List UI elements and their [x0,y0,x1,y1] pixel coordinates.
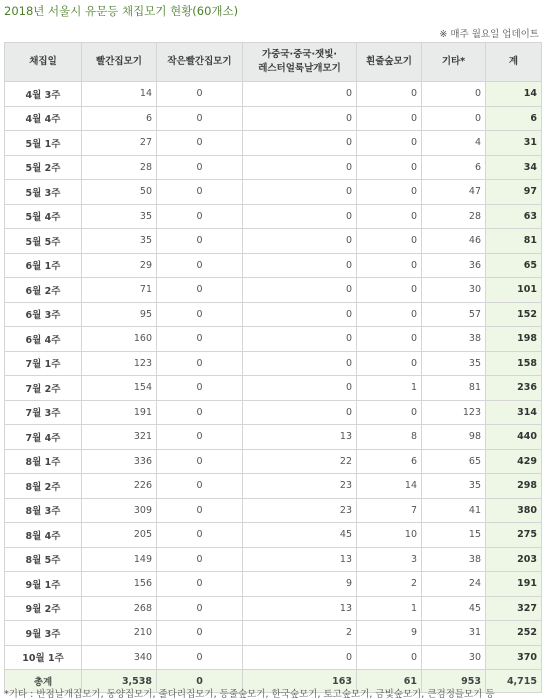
cell-total: 429 [486,449,542,474]
cell-total: 6 [486,106,542,131]
cell-culex-tritaeniorhynchus: 0 [157,621,243,646]
cell-anopheles: 0 [243,376,357,401]
totals-label: 총계 [5,670,82,693]
cell-date: 6월 4주 [5,327,82,352]
total-aedes-albopictus: 61 [357,670,422,693]
cell-total: 314 [486,400,542,425]
cell-date: 7월 1주 [5,351,82,376]
cell-culex-tritaeniorhynchus: 0 [157,474,243,499]
cell-culex-tritaeniorhynchus: 0 [157,278,243,303]
cell-culex-pipiens: 226 [82,474,157,499]
cell-total: 34 [486,155,542,180]
cell-anopheles: 0 [243,302,357,327]
cell-total: 203 [486,547,542,572]
cell-date: 8월 3주 [5,498,82,523]
footnote: *기타 : 반점날개집모기, 동양집모기, 줄다리집모기, 등줄숲모기, 한국숲모기, 토고숲모기, 금빛숲모기, 큰검정들모기 등 [4,689,495,700]
table-row [5,229,542,254]
cell-other: 98 [422,425,486,450]
cell-culex-pipiens: 95 [82,302,157,327]
cell-total: 252 [486,621,542,646]
cell-culex-tritaeniorhynchus: 0 [157,523,243,548]
cell-other: 81 [422,376,486,401]
cell-total: 191 [486,572,542,597]
cell-culex-tritaeniorhynchus: 0 [157,82,243,107]
cell-anopheles: 13 [243,425,357,450]
col-header-total: 계 [486,43,542,82]
col-header-culex-pipiens: 빨간집모기 [82,43,157,82]
cell-culex-pipiens: 336 [82,449,157,474]
cell-other: 31 [422,621,486,646]
cell-aedes-albopictus: 0 [357,645,422,670]
cell-other: 35 [422,351,486,376]
cell-culex-tritaeniorhynchus: 0 [157,106,243,131]
cell-total: 65 [486,253,542,278]
cell-date: 4월 4주 [5,106,82,131]
col-header-other: 기타* [422,43,486,82]
table-row [5,106,542,131]
cell-anopheles: 0 [243,278,357,303]
cell-aedes-albopictus: 1 [357,376,422,401]
cell-aedes-albopictus: 3 [357,547,422,572]
table-row [5,376,542,401]
cell-culex-pipiens: 160 [82,327,157,352]
total-other: 953 [422,670,486,693]
table-row [5,253,542,278]
cell-date: 7월 4주 [5,425,82,450]
cell-other: 36 [422,253,486,278]
cell-date: 6월 1주 [5,253,82,278]
cell-culex-pipiens: 321 [82,425,157,450]
total-sum: 4,715 [486,670,542,693]
cell-anopheles: 22 [243,449,357,474]
cell-other: 45 [422,596,486,621]
cell-anopheles: 23 [243,498,357,523]
cell-culex-pipiens: 123 [82,351,157,376]
cell-culex-tritaeniorhynchus: 0 [157,180,243,205]
cell-date: 7월 2주 [5,376,82,401]
cell-anopheles: 0 [243,351,357,376]
table-row [5,302,542,327]
table-body [5,82,542,670]
cell-anopheles: 23 [243,474,357,499]
cell-aedes-albopictus: 0 [357,204,422,229]
cell-culex-pipiens: 29 [82,253,157,278]
cell-culex-tritaeniorhynchus: 0 [157,449,243,474]
cell-date: 4월 3주 [5,82,82,107]
cell-culex-pipiens: 191 [82,400,157,425]
table-row [5,425,542,450]
cell-anopheles: 0 [243,106,357,131]
cell-date: 5월 1주 [5,131,82,156]
cell-date: 8월 1주 [5,449,82,474]
cell-anopheles: 0 [243,645,357,670]
cell-total: 440 [486,425,542,450]
cell-culex-tritaeniorhynchus: 0 [157,327,243,352]
cell-anopheles: 13 [243,547,357,572]
cell-anopheles: 0 [243,253,357,278]
cell-aedes-albopictus: 8 [357,425,422,450]
table-row [5,449,542,474]
total-anopheles: 163 [243,670,357,693]
cell-other: 41 [422,498,486,523]
cell-anopheles: 0 [243,327,357,352]
cell-anopheles: 0 [243,204,357,229]
cell-culex-tritaeniorhynchus: 0 [157,253,243,278]
cell-aedes-albopictus: 10 [357,523,422,548]
table-row [5,596,542,621]
cell-aedes-albopictus: 6 [357,449,422,474]
cell-total: 14 [486,82,542,107]
cell-culex-tritaeniorhynchus: 0 [157,229,243,254]
cell-date: 5월 5주 [5,229,82,254]
cell-other: 0 [422,82,486,107]
cell-culex-tritaeniorhynchus: 0 [157,302,243,327]
cell-culex-pipiens: 340 [82,645,157,670]
cell-aedes-albopictus: 2 [357,572,422,597]
cell-total: 298 [486,474,542,499]
cell-anopheles: 0 [243,180,357,205]
cell-total: 275 [486,523,542,548]
cell-other: 6 [422,155,486,180]
table-row [5,547,542,572]
cell-aedes-albopictus: 0 [357,400,422,425]
table-row [5,327,542,352]
cell-aedes-albopictus: 7 [357,498,422,523]
cell-culex-pipiens: 6 [82,106,157,131]
cell-other: 30 [422,645,486,670]
cell-culex-pipiens: 71 [82,278,157,303]
cell-aedes-albopictus: 0 [357,106,422,131]
cell-other: 46 [422,229,486,254]
table-row [5,131,542,156]
cell-anopheles: 0 [243,400,357,425]
table-row [5,155,542,180]
cell-other: 123 [422,400,486,425]
cell-aedes-albopictus: 14 [357,474,422,499]
cell-total: 97 [486,180,542,205]
cell-anopheles: 2 [243,621,357,646]
cell-culex-tritaeniorhynchus: 0 [157,131,243,156]
cell-culex-pipiens: 154 [82,376,157,401]
cell-total: 370 [486,645,542,670]
table-row [5,278,542,303]
page-title: 2018년 서울시 유문등 채집모기 현황(60개소) [4,4,239,18]
cell-other: 0 [422,106,486,131]
cell-culex-tritaeniorhynchus: 0 [157,596,243,621]
table-row [5,523,542,548]
table-row [5,351,542,376]
cell-date: 8월 4주 [5,523,82,548]
table-row [5,572,542,597]
cell-culex-tritaeniorhynchus: 0 [157,425,243,450]
cell-anopheles: 45 [243,523,357,548]
cell-aedes-albopictus: 0 [357,131,422,156]
col-header-anopheles: 가중국·중국·잿빛· 레스터얼룩날개모기 [243,43,357,82]
cell-date: 9월 3주 [5,621,82,646]
cell-culex-tritaeniorhynchus: 0 [157,547,243,572]
cell-date: 5월 2주 [5,155,82,180]
cell-aedes-albopictus: 0 [357,155,422,180]
mosquito-table [4,42,542,693]
table-row [5,621,542,646]
cell-other: 30 [422,278,486,303]
cell-other: 24 [422,572,486,597]
table-row [5,645,542,670]
cell-date: 9월 1주 [5,572,82,597]
cell-anopheles: 0 [243,131,357,156]
cell-date: 6월 3주 [5,302,82,327]
cell-aedes-albopictus: 0 [357,253,422,278]
col-header-aedes-albopictus: 흰줄숲모기 [357,43,422,82]
cell-anopheles: 13 [243,596,357,621]
cell-culex-tritaeniorhynchus: 0 [157,498,243,523]
cell-culex-pipiens: 149 [82,547,157,572]
cell-other: 47 [422,180,486,205]
cell-date: 9월 2주 [5,596,82,621]
cell-anopheles: 0 [243,82,357,107]
cell-culex-pipiens: 27 [82,131,157,156]
cell-total: 380 [486,498,542,523]
col-header-culex-tritaeniorhynchus: 작은빨간집모기 [157,43,243,82]
cell-culex-pipiens: 28 [82,155,157,180]
cell-anopheles: 0 [243,229,357,254]
cell-other: 35 [422,474,486,499]
cell-aedes-albopictus: 0 [357,302,422,327]
cell-aedes-albopictus: 1 [357,596,422,621]
cell-culex-pipiens: 309 [82,498,157,523]
cell-total: 158 [486,351,542,376]
cell-date: 8월 5주 [5,547,82,572]
update-note: ※ 매주 월요일 업데이트 [439,29,539,40]
cell-culex-pipiens: 268 [82,596,157,621]
cell-culex-tritaeniorhynchus: 0 [157,351,243,376]
table-row [5,498,542,523]
cell-aedes-albopictus: 0 [357,229,422,254]
cell-culex-pipiens: 50 [82,180,157,205]
cell-other: 57 [422,302,486,327]
cell-culex-tritaeniorhynchus: 0 [157,204,243,229]
cell-culex-tritaeniorhynchus: 0 [157,572,243,597]
cell-aedes-albopictus: 0 [357,82,422,107]
cell-anopheles: 0 [243,155,357,180]
cell-aedes-albopictus: 0 [357,327,422,352]
cell-aedes-albopictus: 9 [357,621,422,646]
cell-culex-tritaeniorhynchus: 0 [157,376,243,401]
cell-date: 10월 1주 [5,645,82,670]
cell-date: 7월 3주 [5,400,82,425]
cell-aedes-albopictus: 0 [357,180,422,205]
table-row [5,204,542,229]
cell-total: 31 [486,131,542,156]
cell-culex-pipiens: 35 [82,229,157,254]
total-culex-pipiens: 3,538 [82,670,157,693]
cell-date: 8월 2주 [5,474,82,499]
cell-other: 28 [422,204,486,229]
cell-culex-tritaeniorhynchus: 0 [157,400,243,425]
cell-culex-tritaeniorhynchus: 0 [157,155,243,180]
cell-aedes-albopictus: 0 [357,278,422,303]
cell-other: 65 [422,449,486,474]
cell-other: 4 [422,131,486,156]
cell-other: 38 [422,547,486,572]
cell-total: 327 [486,596,542,621]
table-row [5,474,542,499]
cell-culex-pipiens: 14 [82,82,157,107]
cell-date: 6월 2주 [5,278,82,303]
table-row [5,400,542,425]
cell-culex-pipiens: 35 [82,204,157,229]
cell-total: 63 [486,204,542,229]
cell-culex-pipiens: 210 [82,621,157,646]
cell-total: 236 [486,376,542,401]
cell-total: 152 [486,302,542,327]
cell-culex-pipiens: 205 [82,523,157,548]
table-row [5,180,542,205]
col-header-date: 채집일 [5,43,82,82]
cell-total: 81 [486,229,542,254]
table-header-row [5,43,542,82]
cell-total: 101 [486,278,542,303]
cell-culex-pipiens: 156 [82,572,157,597]
cell-other: 15 [422,523,486,548]
cell-date: 5월 3주 [5,180,82,205]
cell-anopheles: 9 [243,572,357,597]
cell-aedes-albopictus: 0 [357,351,422,376]
cell-other: 38 [422,327,486,352]
cell-total: 198 [486,327,542,352]
cell-date: 5월 4주 [5,204,82,229]
cell-culex-tritaeniorhynchus: 0 [157,645,243,670]
total-culex-tritaeniorhynchus: 0 [157,670,243,693]
table-row [5,82,542,107]
